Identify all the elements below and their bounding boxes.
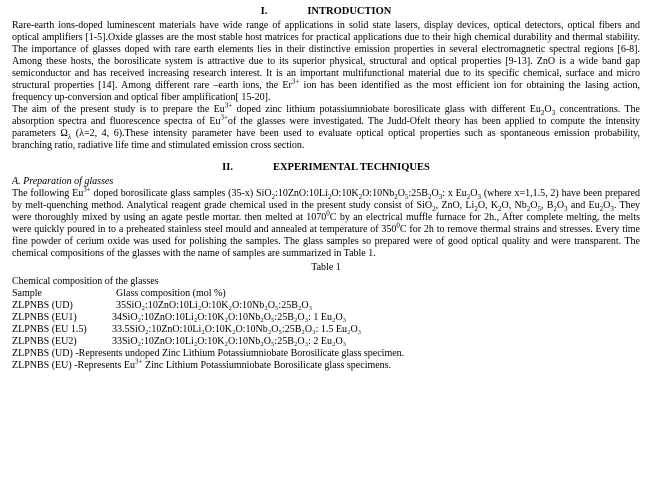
table-row xyxy=(12,300,640,312)
table-note-undoped: ZLPNBS (UD) -Represents undoped Zinc Lithium Potassiumniobate Borosilicate glass specimen. xyxy=(12,348,405,359)
table-cell-sample: ZLPNBS (EU 1.5) xyxy=(12,324,87,335)
table-header-sample: Sample xyxy=(12,288,42,299)
table-cell-sample: ZLPNBS (EU1) xyxy=(12,312,77,323)
table-note-doped: ZLPNBS (EU) -Represents $Eu^{3+}$ Zinc Lithium Potassiumniobate Borosilicate glass specimens. xyxy=(12,357,392,371)
experimental-paragraph: The following $Eu^{3+}$ doped borosilicate glass samples (35-x) $SiO_2:10ZnO:10Li_2O:10K_2O:10Nb_2O_5:25B_2O_3$: x $Eu_2O_3$ (where x=1,1.5, 2) have been prepared by melt-quenching method. Analytical reagent grade chemical used in the present study consist of SiO$_2$, ZnO, $Li_2O$, $K_2O$, $Nb_2O_5$, $B_2O_3$ and $Eu_2O_3$. They were thoroughly mixed by using an agate pestle mortar. then melted at 1070$^0$C by an electrical muffle furnace for 2h., After complete melting, the melts were quickly poured in to a preheated stainless steel mould and annealed at temperature of $350^0C$ for 2h to remove thermal strains and stresses. Every time fine powder of cerium oxide was used for polishing the samples. The glass samples so prepared were of good optical quality and were transparent. The chemical compositions of the glasses with the name of samples are summarized in Table 1. xyxy=(12,185,641,259)
table-cell-sample: ZLPNBS (UD) xyxy=(12,300,73,311)
subsection-heading: A. Preparation of glasses xyxy=(12,176,114,187)
section-number: I. xyxy=(260,6,268,17)
table-row xyxy=(12,336,640,348)
intro-paragraph-1: Rare-earth ions-doped luminescent materials have wide range of applications in solid state lasers, display devices, optical detectors, optical fibers and optical amplifiers [1-5].Oxide glasses are the most stable host matrices for practical applications due to their high chemical durability and thermal stability. The importance of glasses doped with rare earth elements lies in their distinctive emission properties in several electromagnetic spectral regions [6-8]. Among these hosts, the borosilicate system is attractive due to its superior physical, structural and optical properties [9-13]. ZnO is a wide band gap semiconductor and has received increasing research interest. It is an important multifunctional material due to its specific chemical, surface and micro structural properties [14]. Among different rare –earth ions, the $Er^{3+}$ ion has been identified as the most efficient ion for obtaining the lasing action, frequency up-conversion and optical fiber amplification[ 15-20]. xyxy=(12,20,640,103)
section-number: II. xyxy=(222,162,233,173)
table-cell-composition: 34SiO₂:10ZnO:10Li₂O:10K₂O:10Nb₂O₅:25B₂O₃: 1 Eu₂O₃ xyxy=(112,312,347,323)
section-title: EXPERIMENTAL TECHNIQUES xyxy=(272,162,430,173)
table-cell-composition: 33.5SiO₂:10ZnO:10Li₂O:10K₂O:10Nb₂O₅:25B₂O₃: 1.5 Eu₂O₃ xyxy=(112,324,362,335)
table-header-composition: Glass composition (mol %) xyxy=(116,288,226,299)
section-heading-experimental xyxy=(12,161,640,174)
table-cell-composition: 33SiO₂:10ZnO:10Li₂O:10K₂O:10Nb₂O₅:25B₂O₃: 2 Eu₂O₃ xyxy=(112,336,347,347)
section-title: INTRODUCTION xyxy=(307,6,392,17)
table-cell-composition: 35SiO₂:10ZnO:10Li₂O:10K₂O:10Nb₂O₅:25B₂O₃ xyxy=(116,300,313,311)
table-row xyxy=(12,324,640,336)
table-row xyxy=(12,312,640,324)
table-cell-sample: ZLPNBS (EU2) xyxy=(12,336,77,347)
table-header-row xyxy=(12,288,640,300)
intro-paragraph-2: The aim of the present study is to prepare the $Eu^{3+}$ doped zinc lithium potassiumniobate borosilicate glass with different $Eu_2O_3$ concentrations. The absorption spectra and fluorescence spectra of $Eu^{3+}of$ the glasses were investigated. The Judd-Ofelt theory has been applied to compute the intensity parameters $\Omega_\lambda$ (λ=2, 4, 6).These intensity parameter have been used to evaluate optical optical properties such as spontaneous emission probability, branching ratio, radiative life time and stimulated emission cross section. xyxy=(12,101,641,151)
table-caption: Table 1 xyxy=(311,262,341,273)
section-heading-introduction xyxy=(12,5,640,18)
table-title: Chemical composition of the glasses xyxy=(12,276,159,287)
